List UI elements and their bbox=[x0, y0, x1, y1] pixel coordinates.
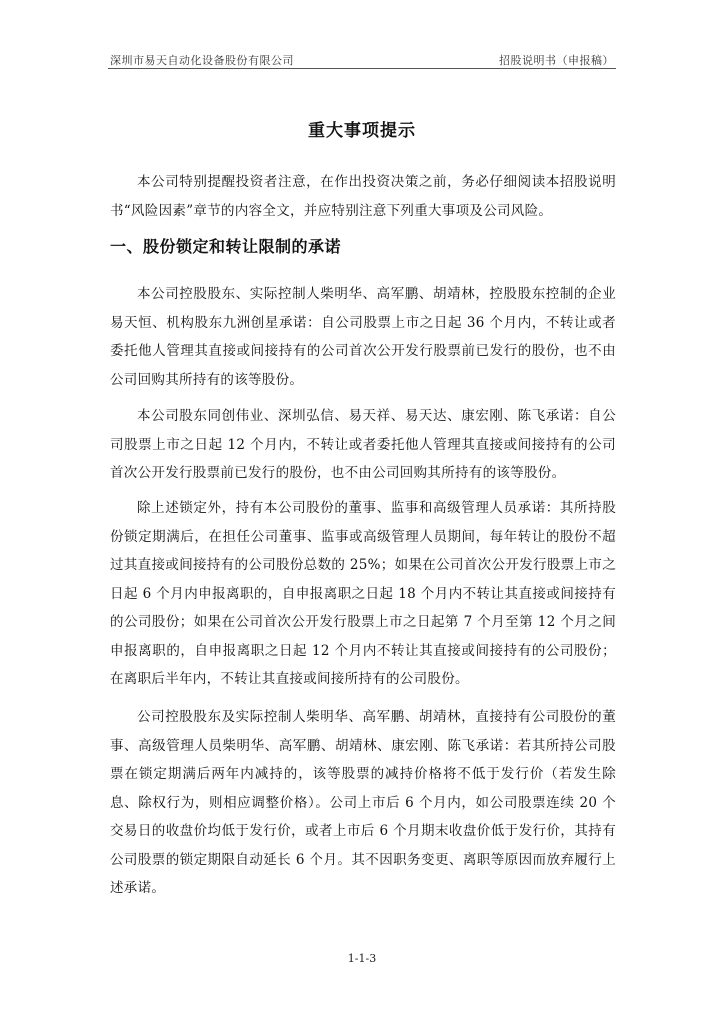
header-document-type: 招股说明书（申报稿） bbox=[499, 54, 614, 67]
intro-paragraph: 本公司特别提醒投资者注意，在作出投资决策之前，务必仔细阅读本招股说明书“风险因素”章节的内容全文，并应特别注意下列重大事项及公司风险。 bbox=[110, 174, 616, 219]
page-header bbox=[108, 52, 616, 68]
paragraph-lockup-36-months: 本公司控股股东、实际控制人柴明华、高军鹏、胡靖林，控股股东控制的企业易天恒、机构股东九洲创星承诺：自公司股票上市之日起 36 个月内，不转让或者委托他人管理其直接或间接持有的公司首次公开发行股票前已发行的股份，也不由公司回购其所持有的该等股份。 bbox=[110, 286, 616, 388]
header-company-name: 深圳市易天自动化设备股份有限公司 bbox=[110, 54, 294, 67]
section-heading: 一、股份锁定和转让限制的承诺 bbox=[110, 237, 342, 256]
paragraph-lockup-12-months: 本公司股东同创伟业、深圳弘信、易天祥、易天达、康宏刚、陈飞承诺：自公司股票上市之日起 12 个月内，不转让或者委托他人管理其直接或间接持有的公司首次公开发行股票前已发行的股份，也不由公司回购其所持有的该等股份。 bbox=[110, 408, 616, 481]
header-divider bbox=[108, 68, 616, 69]
paragraph-directors-transfer-limits: 除上述锁定外，持有本公司股份的董事、监事和高级管理人员承诺：其所持股份锁定期满后，在担任公司董事、监事或高级管理人员期间，每年转让的股份不超过其直接或间接持有的公司股份总数的 25%；如果在公司首次公开发行股票上市之日起 6 个月内申报离职的，自申报离职之日起 18 个月内不转让其直接或间接持有的公司股份；如果在公司首次公开发行股票上市之日起第 7 个月至第 12 个月之间申报离职的，自申报离职之日起 12 个月内不转让其直接或间接持有的公司股份；在离职后半年内，不转让其直接或间接所持有的公司股份。 bbox=[110, 500, 616, 687]
paragraph-reduction-price-commitment: 公司控股股东及实际控制人柴明华、高军鹏、胡靖林，直接持有公司股份的董事、高级管理人员柴明华、高军鹏、胡靖林、康宏刚、陈飞承诺：若其所持公司股票在锁定期满后两年内减持的，该等股票的减持价格将不低于发行价（若发生除息、除权行为，则相应调整价格）。公司上市后 6 个月内，如公司股票连续 20 个交易日的收盘价均低于发行价，或者上市后 6 个月期末收盘价低于发行价，其持有公司股票的锁定期限自动延长 6 个月。其不因职务变更、离职等原因而放弃履行上述承诺。 bbox=[110, 709, 616, 896]
page-title: 重大事项提示 bbox=[308, 121, 416, 141]
page-number: 1-1-3 bbox=[347, 952, 377, 965]
